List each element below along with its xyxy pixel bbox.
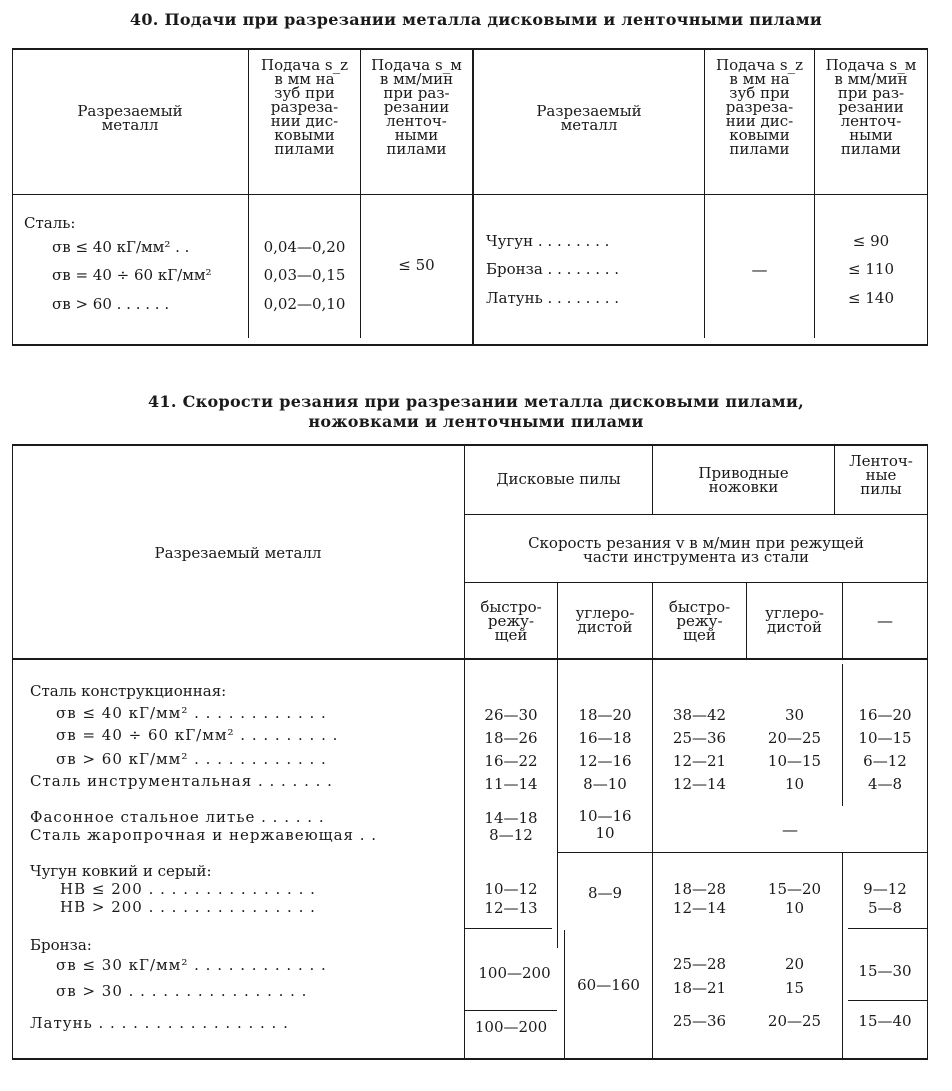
hack-carbon-values: 20 15 (784, 955, 805, 997)
row-label: σв = 40 ÷ 60 кГ/мм² . . . . . . . . . (56, 726, 339, 744)
row-label: σв ≤ 40 кГ/мм² . . (52, 238, 190, 256)
feed-sz-value: 0,02—0,10 (263, 295, 346, 313)
feed-sm-value: ≤ 90 (852, 232, 890, 250)
row-label: σв ≤ 30 кГ/мм² . . . . . . . . . . . . (56, 956, 327, 974)
header-feed-sm-left: Подача s_м в мм/мин при раз- резании ленточ- ными пилами (371, 56, 462, 158)
row-label: HB ≤ 200 . . . . . . . . . . . . . . . (60, 880, 316, 898)
row-label: σв > 60 кГ/мм² . . . . . . . . . . . . (56, 750, 327, 768)
header-metal: Разрезаемый металл (154, 544, 322, 562)
row-label: Бронза . . . . . . . . (486, 260, 620, 278)
hack-carbon-values: 30 20—25 10—15 10 (767, 706, 822, 793)
header-disc-saws: Дисковые пилы (496, 470, 621, 488)
row-label: Латунь . . . . . . . . (486, 289, 620, 307)
feed-sz-value: 0,04—0,20 (263, 238, 346, 256)
header-feed-sz-left: Подача s_z в мм на зуб при разреза- нии дис- ковыми пилами (260, 56, 349, 158)
header-band-saws: Ленточ- ные пилы (849, 452, 913, 498)
header-metal-right: Разрезаемый металл (536, 102, 642, 134)
hack-carbon-value: 20—25 (767, 1012, 822, 1030)
band-values: 9—12 5—8 (863, 880, 907, 917)
row-label: Латунь . . . . . . . . . . . . . . . . . (30, 1014, 289, 1032)
row-label: Сталь инструментальная . . . . . . . (30, 772, 333, 790)
row-label: σв ≤ 40 кГ/мм² . . . . . . . . . . . . (56, 704, 327, 722)
row-group-steel: Сталь: (24, 214, 76, 232)
table-40-title: 40. Подачи при разрезании металла дисковыми и ленточными пилами (129, 10, 823, 29)
header-cutting-speed: Скорость резания v в м/мин при режущей части инструмента из стали (528, 534, 864, 566)
row-group-structural-steel: Сталь конструкционная: (30, 682, 227, 700)
row-label: σв > 60 . . . . . . (52, 295, 170, 313)
disc-hss-value: 100—200 (478, 964, 551, 982)
disc-carbon-value: 60—160 (577, 976, 640, 994)
row-label: Фасонное стальное литье . . . . . . (30, 808, 325, 826)
header-hss: быстро- режу- щей (480, 598, 542, 644)
feed-sz-value: 0,03—0,15 (263, 266, 346, 284)
row-label: Сталь жаропрочная и нержавеющая . . (30, 826, 378, 844)
band-value: 15—30 (858, 962, 912, 980)
hack-hss-values: 38—42 25—36 12—21 12—14 (672, 706, 727, 793)
row-label: HB > 200 . . . . . . . . . . . . . . . (60, 898, 316, 916)
header-hacksaws: Приводные ножовки (698, 464, 789, 496)
header-feed-sm-right: Подача s_м в мм/мин при раз- резании ленточ- ными пилами (825, 56, 917, 158)
feed-sm-value: ≤ 140 (848, 289, 894, 307)
row-label: σв > 30 . . . . . . . . . . . . . . . . (56, 982, 308, 1000)
disc-carbon-values: 10—16 10 (578, 807, 632, 842)
disc-carbon-values: 18—20 16—18 12—16 8—10 (578, 706, 632, 793)
hack-hss-value: 25—36 (672, 1012, 727, 1030)
disc-hss-value: 100—200 (474, 1018, 548, 1036)
hack-hss-values: 25—28 18—21 (672, 955, 727, 997)
row-group-cast-iron: Чугун ковкий и серый: (30, 862, 212, 880)
header-none: — (877, 611, 893, 630)
row-group-bronze: Бронза: (30, 936, 92, 954)
header-feed-sz-right: Подача s_z в мм на зуб при разреза- нии дис- ковыми пилами (715, 56, 804, 158)
feed-sm-value: ≤ 50 (398, 256, 435, 274)
band-values: 16—20 10—15 6—12 4—8 (858, 706, 912, 793)
hack-hss-values: 18—28 12—14 (672, 880, 727, 917)
disc-carbon-value: 8—9 (587, 884, 623, 902)
hack-carbon-values: 15—20 10 (767, 880, 822, 917)
feed-sm-value: ≤ 110 (848, 260, 894, 278)
row-label: σв = 40 ÷ 60 кГ/мм² (52, 266, 212, 284)
feed-sz-value: — (751, 260, 768, 279)
row-label: Чугун . . . . . . . . (486, 232, 610, 250)
header-carbon: углеро- дистой (765, 604, 824, 636)
disc-hss-values: 26—30 18—26 16—22 11—14 (484, 706, 538, 793)
header-hss: быстро- режу- щей (668, 598, 731, 644)
disc-hss-values: 10—12 12—13 (484, 880, 538, 917)
no-data-dash: — (782, 820, 798, 839)
disc-hss-values: 14—18 8—12 (484, 809, 538, 844)
header-metal-left: Разрезаемый металл (77, 102, 183, 134)
header-carbon: углеро- дистой (575, 604, 635, 636)
band-value: 15—40 (858, 1012, 912, 1030)
table-41-title: 41. Скорости резания при разрезании металла дисковыми пилами, ножовками и ленточными пилами (147, 392, 804, 431)
